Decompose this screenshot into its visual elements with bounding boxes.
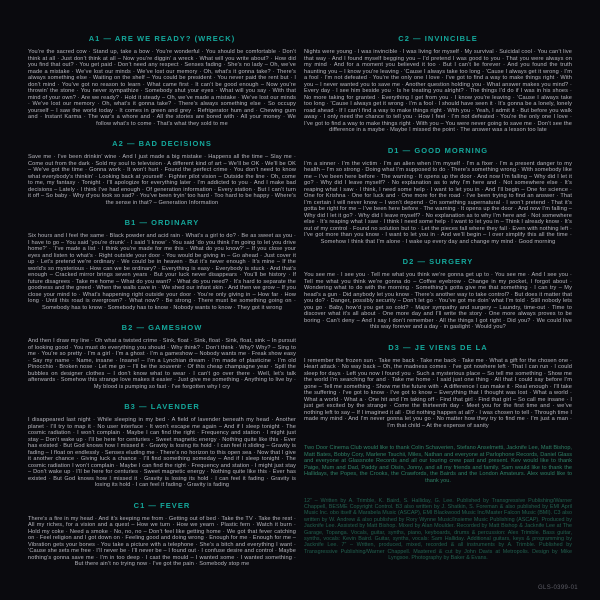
track-lyrics-a1: You’re the sacred cow · Stand up, take a bow · You’re wonderful · You should be comfortable · Don’t think at all · Just don’t think at all – Now you’re diggin’ a wreck · What will you write about? · How did you find that out? · You get paid · Don’t need any respect · Senses fading · She’s no lady – Oh, we’ve made a mistake · We’ve lost our minds · We’ve lost our memory · Oh, what’s it gonna take? · There’s always something else · Waiting on the shelf – You could be president · You never paid the rent but · I don’t mind · You’ve got no reason to learn · What came first · It can’t be good enough – Now you’re throwin’ the stone · You never sympathize · Somebody shut your eyes · What will you say · With that mind of your own? · Are we ready? · Hold it steady – Oh, we’ve made a mistake · We’ve lost our minds · We’ve lost our memory · Oh, what’s it gonna take? · There’s always something else · So occupy yourself – I saw the world today · It comes in green and grey · Refrigerator hum and · Chewing gum and · Instant Karma · The war’s a whore and · All the stories are bored with · All your money · We follow what’s to come · That’s what they sold to me	[28, 49, 296, 127]
track-lyrics-b1: Six hours and I feel the same · Black powder and acid rain · What’s a girl to do? · Be as sweet as you · I have to go – You said ‘you’re drunk’ · I said ‘I know’ · You said ‘do you think I’m going to let you drive home?’ · ‘I’ve made a list · I think you’re made for me this · What do you know?’ – If you close your eyes and listen to what’s · Right outside your door · You would be giving in – Go ahead · Just cover it up · Let’s pretend we’re ordinary · We could be in heaven · But it’s never enough · It’s mine – If the world’s so mysterious · How can we be ordinary? · Everything is easy · Everybody is stuck · And that’s enough – Cracked mirror brings seven years · But your luck never disappears · You’ll be history · If future disagrees · Take me home – What do you want? · What do you need? · It’s hard to separate the goodness and the greed · When the walls cave in · We shed our infant skin · And then we grow – If you close your mind to · What’s happening right outside your door · You’re only giving in – How far · How long · Until this road is overgrown? · What now? · Be strong · There must be something going on · Somebody has to know · Somebody has to know · Nobody wants to know · They got it wrong	[28, 233, 296, 311]
lyrics-column-right	[304, 34, 572, 562]
track-section-b1	[28, 218, 296, 311]
track-lyrics-d2: You see me · I see you · Tell me what you think we’re gonna get up to · You see me · And I see you · Tell me what you think we’re gonna do – Coffee eyebrow · Change in my pocket, I forgot about · Wondering what to do with the morning · Something’s gotta give me that something · I can try – My head’s a gun · Did anybody let you know · There’s another way to take control? · But does it matter that you do? · Danger, possibly security – Don’t let go · You’ve got me doin’ what I’m told · Still nobody lets you go · Baby, how’d you get so cold? · Major sympathy and surgery – Laundry, time-out · Time to discover what it’s all about · One more day and I’ll write the story · One more always proves to be boring · Can’t deny – And I say I don’t remember · All the things I got right · Did you? · We could live this way forever and a day · in gaslight · Would you?	[304, 272, 572, 330]
track-lyrics-c1: There’s a fire in my head · And it’s keeping me from · Getting out of bed · Take the TV · Take the rest · All my riches, for a vision and a quest – How we turn · How we yearn · Plastic fern · Watch it burn · Hold my coke · Need a smoke · No, no, no – Don’t feel like getting home · We got that fever catching on · Feel religion and I got down on · Feeling good and doing wrong · Enough for me · Enough for me – Vibration gets your bones · You take a picture with a telephone · She’s a bitch and everything I want · ’Cause she sets me free · I’ll never be · I’ll never be – I found out · I confuse desire and control · Maybe nothing’s gonna save me · I’m in too deep · I cast the mould – I wanted some · I wanted something · But there ain’t no trying now · I’ve got the pain · Somebody stop me	[28, 515, 296, 567]
credits-fine-print: 12” – Written by A. Trimble, K. Baird, S. Halliday, G. Lee. Published by Transgressive Publishing/Warner Chappell, BESME Copyright Control. B3 also written by J. Shatkin, S. Foreman & also published by EMI April Music Inc. obo itself & Marabela Music (ASCAP), EMI Blackwood Music Inc/Master Falcon Music (BMI). C3 also written by W. Andrew & also published by Rory Wynne Music/Insieme Music Publishing (ASCAP). Produced by Jacknife Lee. Assisted by Matt Bishop. Mixed by Alan Moulder. Recorded by Matt Bishop & Jacknife Lee at The Garage, Topanga. Vocals, guitar, synths, piano, keyboards, drums & percussion: Alex Trimble. Bass guitar, synths, vocals: Kevin Baird. Guitar, synths, vocals: Sam Halliday. Additional guitars, keys & programming by Jacknife Lee. 7” – Written, produced, mixed, recorded & all instruments by A. Trimble. Published by Transgressive Publishing/Warner Chappell. Mastered & cut by John Davis at Metropolis. Design by Mike Lyngsoe. Photography by Baker & Evans.	[304, 497, 572, 562]
track-title-c1: C1 — FEVER	[133, 500, 191, 510]
track-lyrics-a2: Save me · I’ve been drinkin’ wine · And I just made a big mistake · Happens all the time – Slay me · Come out from the dark · Sold my soul to television · A different kind of art – We’ll be OK · We’ll be OK – We’ve got the time · Gonna work · It won’t hurt · Found the perfect crime · You don’t need to know what everybody’s thinkin’ · Looking back at yourself · Fighter pilot vision – Outside the line · Oh, come to me, my fantasy · Tonight · I’ll apologize for everything later · I’m addicted to you · And I make bad decisions – Lately · I think I’ve had enough · Of generation information · Every station · But I can’t turn it off – So baby · Why d’you look so sad? · You’ve been tryin’ too hard · Too hard to be happy · Where’s the sense in that? – Generation Information	[28, 154, 296, 206]
track-lyrics-b3: I disappeared last night · While sleeping in my bed · A field of lavender beneath my head · Another planet · I’ll try to map it · No user interface · It won’t escape me again – And if I sleep tonight · The cosmic radiation · I won’t complain · Maybe I can find the right · Frequency and station · I might just stay – Don’t wake up · I’ll be here for centuries · Sweet magnetic energy · Nothing quite like this · Ever has existed · But God knows how I missed it · Gravity is losing its hold · I can feel it sliding – Gravity is fading – I float on endlessly · Senses eluding me · There’s no horizon to this open sea · Now that I give it another chance · Giving luck a chance · I’ll find something someday – And if I sleep tonight · The cosmic radiation I won’t complain · Maybe I can find the right · Frequency and station · I might just stay – Don’t wake up · I’ll be here for centuries · Sweet magnetic energy · Nothing quite like this · Ever has existed · But God knows how I missed it · Gravity is losing its hold · I can feel it fading · Gravity is losing its hold · I can feel it fading · Gravity is fading	[28, 417, 296, 488]
catalog-number: GLS-0399-01	[538, 585, 578, 591]
track-section-b2	[28, 323, 296, 390]
track-section-d2	[304, 257, 572, 331]
track-section-c1	[28, 501, 296, 568]
track-section-d3	[304, 343, 572, 430]
track-section-a2	[28, 139, 296, 206]
track-title-a2: A2 — BAD DECISIONS	[112, 139, 212, 148]
track-section-b3	[28, 402, 296, 489]
track-title-d2: D2 — SURGERY	[402, 257, 474, 266]
track-lyrics-d3: I remember the frozen sun · Take me back · Take me back · Take me · What a gift for the chosen one · Heart attack · No way back – Oh, the madness comes · I’ve got nowhere left · That I can run · I could sleep for days · Left you now I found you · Such a mysterious place – So tell me something · Show me the world I’m searching for and · Take me home · I said just one thing · All that I could say before I’m gone – Tell me something · Show me the future with · A difference I can make it · Real enough · I’ll take the suffering · I’ve got to know · I’ve got to know – Everything that I thought was lost · What a world · What a world · What a · One hit and I’m taking off · Find that girl · Find that girl – So call me insane · I just get excited by the strange · Come the thirteenth day · Meet you for the first time and · we’ve nothing left to say – If I imagined it all · Did nothing happen at all? · I was chosen to tell · Through time I made my mind · And I’m never gonna let you go · No matter how they try to find me · I’m just a man · I’m that child – At the expense of sanity	[304, 357, 572, 429]
track-title-b2: B2 — GAMESHOW	[121, 323, 203, 332]
track-title-c2: C2 — INVINCIBLE	[398, 34, 478, 43]
track-lyrics-b2: And then I draw my line · Oh what a twisted crime · Sink, float · Sink, float · Sink, float, sink – In pursuit of looking good · You must do everything you should · Why think? · Don’t think · Why? Why? – Sing to me · You’re so pretty · I’m a girl · I’m a ghost · I’m a gameshow – Nobody wants me · Freak show easy · Say my name · Name, insane · Insane! – I’m a Lynchian dream · I’m made of plasticine · I’m old Pinocchio · Broken nose · Let me go – I’ll be the souvenir · Of this cheap champagne year · Spill the bubbles on designer clothes – I don’t know what to wear · I can’t go over there · Well, let’s talk afterwards · Somehow this strange love makes it easier · Just give me something · Anything to live by · My blood is pumping so fast · I’ve forgotten why I cry	[28, 338, 296, 390]
track-lyrics-c2: Nights were young · I was invincible · I was living for myself · My survival · Suicidal cool · You can’t live that way · And I found myself begging you – I’d pretend I was good to you · That you were always on my mind · And for a moment you believed it too · But I can’t lie forever · And you found the truth haunting you – I know you’re leaving · ’Cause I always take too long · ’Cause I always get it wrong · I’m a fool · I’m not defeated · You’re the only one I love · I’ve got to find a way to make things right · With you – I never wanted you to save me · Another question holding you · What answer makes you mind? · Every day · I see him beside you · Is he treating you alright? · The things I’d do if I was in his shoes · No more taking for granted · Everything I get from you · I know you’re leaving · ’Cause I always take too long · ’Cause I always get it wrong · I’m a fool · I should have seen it · It’s gonna be a lonely, lonely road ahead · If I can’t find a way to make things right · With you · Yeah, I admit it · But before you walk away · I only need the chance to tell you · How I feel · I’m not defeated · You’re the only one I love · I’ve got to find a way to make things right · With you – You were never going to save me · Don’t see the difference in a maybe · Maybe I missed the point · The answer was a lesson too late	[304, 49, 572, 133]
track-title-d1: D1 — GOOD MORNING	[387, 145, 489, 155]
track-title-d3: D3 — JE VIENS DE LA	[388, 342, 488, 352]
track-section-c2	[304, 34, 572, 134]
track-section-d1	[304, 146, 572, 246]
track-title-b3: B3 — LAVENDER	[124, 402, 200, 411]
track-title-b1: B1 — ORDINARY	[124, 218, 200, 227]
lyrics-column-left	[28, 34, 296, 580]
track-lyrics-d1: I’m a sinner · I’m the victim · I’m an alien when I’m myself · I’m a fixer · I’m a present danger to my health – I’m so strong · Doing what I’m supposed to do · There’s something wrong · With somebody like me – I’ve been here before · The warning · It opens up the door · And now I’m falling – Why did I let it go? · Why did I leave myself? · No explanation as to why I’m here and · Not somewhere else · It’s reaping what I saw · I think, I need some help · I want to let you in · And I’ll begin – One for science · One for Krishna · One for luck and · One more for the road · I’ve been trying to find an answer · That I’m certain I will never know – I won’t depend · On something supernatural · I won’t pretend · That it’s gotta be right for me – I’ve been here before · The warning · It opens up the door · And now I’m falling – Why did I let it go? · Why did I leave myself? · No explanation as to why I’m here and · Not somewhere else · It’s reaping what I saw · I think I need some help · I want to let you in – Think I already know · It’s out of my control · Found no solution but to · Let the pieces fall where they fall · Even with nothing left · I’ve got more than you know · I want to let you in · And we’ll begin – I over simplify this all the time · Somehow I think that I’m alone · I wake up every day and change my mind · Good morning	[304, 160, 572, 245]
track-section-a1	[28, 34, 296, 127]
thanks-paragraph: Two Door Cinema Club would like to thank Colin Schaverien, Stefano Anselmetti, Jacknife Lee, Matt Bishop, Matt Bates, Bobby Cory, Marlene Tsuchii, Miles, Nathan and everyone at Parlophone Records, Daniel Glass and everyone at Glassnote Records and all our touring crew past and present. Kev would like to thank Paige, Mum and Dad, Paddy and Oisín, Jonny, and all my friends and family. Sam would like to thank the Hallidays, the Popes, the Crooks, the Crawfords, the Bairds and the London Amateurs. Alex would like to thank you.	[304, 445, 572, 484]
track-title-a1: A1 — ARE WE READY? (WRECK)	[88, 34, 236, 43]
